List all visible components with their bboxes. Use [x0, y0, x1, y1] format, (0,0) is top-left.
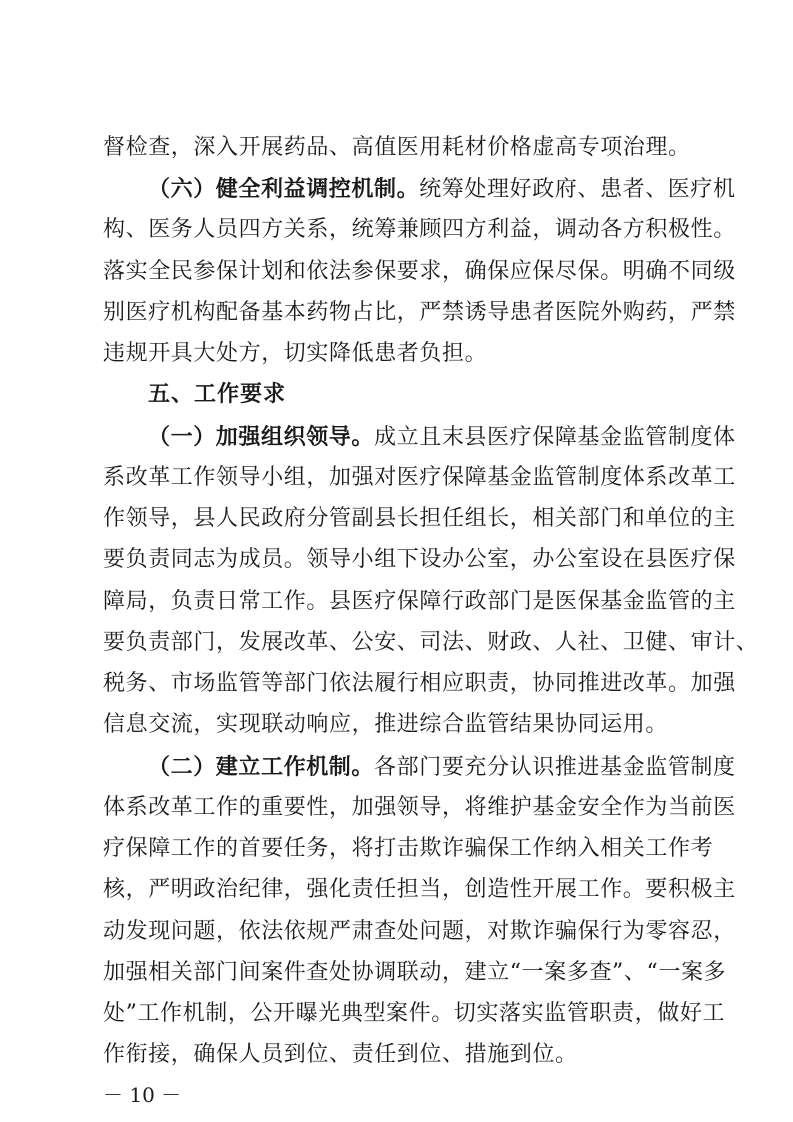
- paragraph-2-rest: 各部门要充分认识推进基金监管制度: [374, 755, 736, 780]
- text-line: 要负责同志为成员。领导小组下设办公室，办公室设在县医疗保: [103, 547, 736, 572]
- text-line: 作领导，县人民政府分管副县长担任组长，相关部门和单位的主: [103, 506, 736, 531]
- text-line: 疗保障工作的首要任务，将打击欺诈骗保工作纳入相关工作考: [103, 836, 714, 861]
- page-number: － 10 －: [103, 1083, 182, 1107]
- text-line: 系改革工作领导小组，加强对医疗保障基金监管制度体系改革工: [103, 465, 736, 490]
- text-line: 落实全民参保计划和依法参保要求，确保应保尽保。明确不同级: [103, 259, 736, 284]
- text-line: 信息交流，实现联动响应，推进综合监管结果协同运用。: [103, 712, 669, 737]
- text-line: 体系改革工作的重要性，加强领导，将维护基金安全作为当前医: [103, 795, 736, 820]
- paragraph-1-rest: 成立且末县医疗保障基金监管制度体: [374, 425, 736, 450]
- text-line: 要负责部门，发展改革、公安、司法、财政、人社、卫健、审计、: [103, 630, 759, 655]
- paragraph-6-lead: （六）健全利益调控机制。: [148, 176, 420, 202]
- paragraph-2-first-line: [148, 749, 736, 785]
- text-line: 障局，负责日常工作。县医疗保障行政部门是医保基金监管的主: [103, 589, 736, 614]
- paragraph-2-lead: （二）建立工作机制。: [148, 754, 375, 780]
- text-line: 税务、市场监管等部门依法履行相应职责，协同推进改革。加强: [103, 671, 736, 696]
- text-line: 加强相关部门间案件查处协调联动，建立“一案多查”、“一案多: [103, 960, 727, 985]
- paragraph-1-lead: （一）加强组织领导。: [148, 424, 375, 450]
- paragraph-6-first-line: [148, 171, 736, 207]
- paragraph-6-rest: 统筹处理好政府、患者、医疗机: [419, 177, 736, 202]
- text-line: 督检查，深入开展药品、高值医用耗材价格虚高专项治理。: [103, 135, 691, 160]
- paragraph-1-first-line: [148, 419, 736, 455]
- text-line: 违规开具大处方，切实降低患者负担。: [103, 341, 488, 366]
- text-line: 处”工作机制，公开曝光典型案件。切实落实监管职责，做好工: [103, 1001, 726, 1026]
- text-line: 构、医务人员四方关系，统筹兼顾四方利益，调动各方积极性。: [103, 217, 736, 242]
- text-line: 核，严明政治纪律，强化责任担当，创造性开展工作。要积极主: [103, 877, 736, 902]
- section-heading-5: 五、工作要求: [148, 382, 287, 407]
- text-line: 别医疗机构配备基本药物占比，严禁诱导患者医院外购药，严禁: [103, 300, 736, 325]
- text-line: 作衔接，确保人员到位、责任到位、措施到位。: [103, 1042, 578, 1067]
- text-line: 动发现问题，依法依规严肃查处问题，对欺诈骗保行为零容忍，: [103, 919, 736, 944]
